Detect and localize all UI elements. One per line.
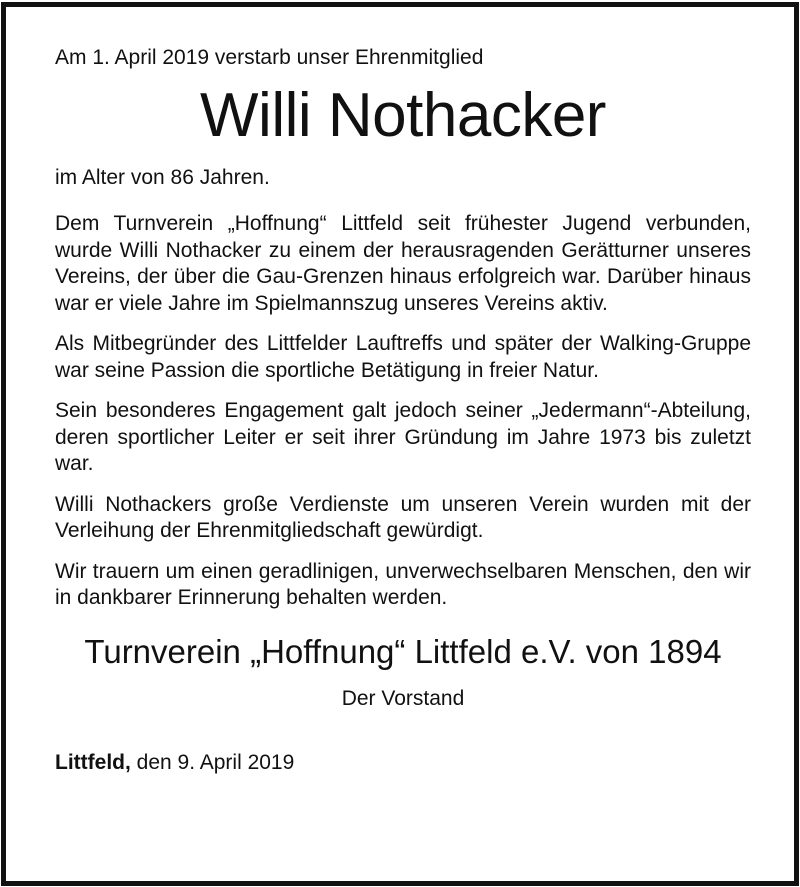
- club-name: Turnverein „Hoffnung“ Littfeld e.V. von 1894: [84, 632, 722, 670]
- age-line: im Alter von 86 Jahren.: [55, 166, 270, 189]
- deceased-name: Willi Nothacker: [200, 81, 606, 150]
- intro-line: Am 1. April 2019 verstarb unser Ehrenmitglied: [55, 46, 484, 69]
- date-text: den 9. April 2019: [130, 750, 295, 774]
- paragraph-honorary: Willi Nothackers große Verdienste um unseren Verein wurden mit der Verleihung der Ehrenmitgliedschaft gewürdigt.: [55, 492, 751, 542]
- paragraph-mourning: Wir trauern um einen geradlinigen, unverwechselbaren Menschen, den wir in dankbarer Erinnerung behalten werden.: [55, 559, 751, 609]
- board-signature: Der Vorstand: [341, 686, 465, 710]
- paragraph-youth: Dem Turnverein „Hoffnung“ Littfeld seit frühester Jugend verbunden, wurde Willi Nothacker zu einem der herausragenden Gerätturner unseres Vereins, der über die Gau-Grenzen hinaus erfolgreich war. Darüber hinaus war er viele Jahre im Spielmannszug unseres Vereins aktiv.: [55, 212, 751, 315]
- notice-content: [55, 45, 751, 776]
- paragraph-lauftreff: Als Mitbegründer des Littfelder Lauftreffs und später der Walking-Gruppe war seine Passion die sportliche Betätigung in freier Natur.: [55, 332, 751, 382]
- place-date-line: [55, 750, 751, 776]
- paragraph-jedermann: Sein besonderes Engagement galt jedoch seiner „Jedermann“-Abteilung, deren sportlicher Leiter er seit ihrer Gründung im Jahre 1973 bis zuletzt war.: [55, 399, 751, 475]
- notice-frame: [1, 2, 799, 886]
- place-name: Littfeld,: [55, 750, 131, 774]
